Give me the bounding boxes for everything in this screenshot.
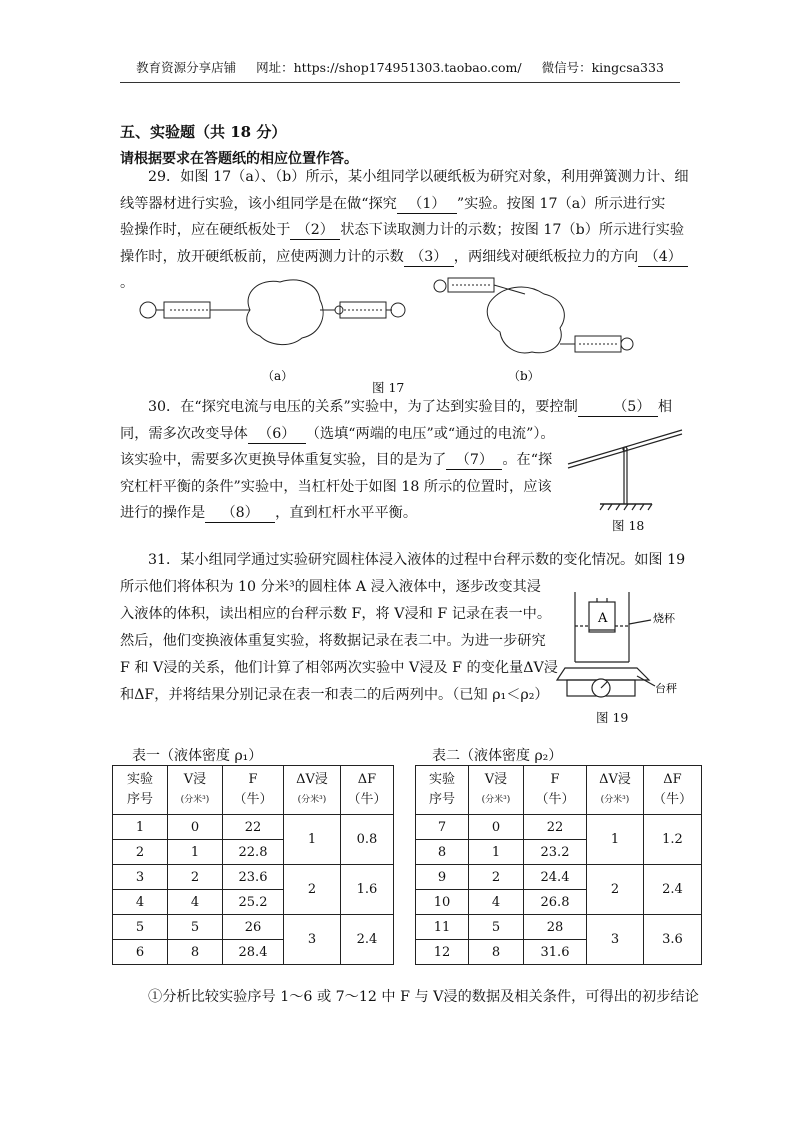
t2-header-0: 实验 序号 <box>416 766 469 815</box>
shop-url: 网址：https://shop174951303.taobao.com/ <box>256 60 522 75</box>
q30-line4: 究杠杆平衡的条件”实验中，当杠杆处于如图 18 所示的位置时，应该 <box>120 478 552 495</box>
table-row: 2 1 22.8 <box>113 840 394 865</box>
q31-line5: F 和 V浸的关系，他们计算了相邻两次实验中 V浸及 F 的变化量ΔV浸 <box>120 660 558 676</box>
beaker-label: 烧杯 <box>653 612 675 625</box>
table1-title: 表一（液体密度 ρ₁） <box>132 748 263 764</box>
table-row: 7 0 22 1 1.2 <box>416 815 702 840</box>
q31-line1: 31．某小组同学通过实验研究圆柱体浸入液体的过程中台秤示数的变化情况。如图 19 <box>148 552 686 568</box>
table-row: 3 2 23.6 2 1.6 <box>113 865 394 890</box>
table-1 <box>112 765 394 965</box>
t2-header-3: ΔV浸 (分米³) <box>587 766 644 815</box>
q30-line5: 进行的操作是 （8） ，直到杠杆水平平衡。 <box>120 505 418 521</box>
wechat-id: 微信号：kingcsa333 <box>541 60 664 75</box>
q30-line2: 同，需多次改变导体 （6） （选填“两端的电压”或“通过的电流”）。 <box>120 425 555 442</box>
t1-header-2: F （牛） <box>223 766 284 815</box>
t2-header-2: F （牛） <box>524 766 587 815</box>
figure-17 <box>130 272 650 382</box>
q31-line6: 和ΔF，并将结果分别记录在表一和表二的后两列中。（已知 ρ₁＜ρ₂） <box>120 687 549 703</box>
fig19-caption: 图 19 <box>596 710 629 725</box>
t1-header-0: 实验 序号 <box>113 766 168 815</box>
figure-17b <box>434 278 633 353</box>
instruction: 请根据要求在答题纸的相应位置作答。 <box>120 151 358 167</box>
table-row: 4 4 25.2 <box>113 890 394 915</box>
q29-line2: 线等器材进行实验，该小组同学是在做“探究 （1） ”实验。按图 17（a）所示进行实 <box>120 195 666 212</box>
t1-header-3: ΔV浸 (分米³) <box>284 766 341 815</box>
blank-6: （6） <box>248 425 306 444</box>
table-row: 5 5 26 3 2.4 <box>113 915 394 940</box>
table-row: 6 8 28.4 <box>113 940 394 965</box>
q30-line1: 30．在“探究电流与电压的关系”实验中，为了达到实验目的，要控制 （5） 相 <box>148 399 673 415</box>
blank-8: （8） <box>205 504 275 523</box>
t2-header-4: ΔF （牛） <box>644 766 702 815</box>
fig17b-label: （b） <box>508 369 540 382</box>
t2-header-1: V浸 (分米³) <box>469 766 524 815</box>
table-2 <box>415 765 702 965</box>
table-row: 11 5 28 3 3.6 <box>416 915 702 940</box>
t1-header-4: ΔF （牛） <box>341 766 394 815</box>
figure-18 <box>560 420 690 512</box>
table-row: 10 4 26.8 <box>416 890 702 915</box>
figure-17a <box>140 280 405 345</box>
blank-2: （2） <box>290 221 340 240</box>
fig17-caption: 图 17 <box>372 380 405 395</box>
q29-line3: 验操作时，应在硬纸板处于 （2） 状态下读取测力计的示数；按图 17（b）所示进行实验 <box>120 222 685 238</box>
blank-5: （5） <box>578 398 658 417</box>
blank-3: （3） <box>404 248 454 267</box>
q29-line1: 29．如图 17（a）、（b）所示，某小组同学以硬纸板为研究对象，利用弹簧测力计、细 <box>148 169 689 185</box>
q31-line3: 入液体的体积，读出相应的台秤示数 F，将 V浸和 F 记录在表一中。 <box>120 606 552 622</box>
q30-line3: 该实验中，需要多次更换导体重复实验，目的是为了 （7） 。在“探 <box>120 452 553 468</box>
blank-4: （4） <box>638 248 688 267</box>
q31-line4: 然后，他们变换液体重复实验，将数据记录在表二中。为进一步研究 <box>120 633 546 649</box>
fig18-caption: 图 18 <box>612 518 645 533</box>
scale-label: 台秤 <box>655 682 677 695</box>
q31-final-line: ①分析比较实验序号 1～6 或 7～12 中 F 与 V浸的数据及相关条件，可得出的初步结论 <box>148 989 699 1005</box>
blank-1: （1） <box>397 195 457 214</box>
q31-line2: 所示他们将体积为 10 分米³的圆柱体 A 浸入液体中，逐步改变其浸 <box>120 579 541 595</box>
table-row: 1 0 22 1 0.8 <box>113 815 394 840</box>
section-title: 五、实验题（共 18 分） <box>120 123 287 141</box>
page-header <box>120 58 680 83</box>
table-row: 9 2 24.4 2 2.4 <box>416 865 702 890</box>
table-row: 12 8 31.6 <box>416 940 702 965</box>
fig17a-label: （a） <box>262 369 294 382</box>
shop-name: 教育资源分享店铺 <box>136 60 237 75</box>
table2-title: 表二（液体密度 ρ₂） <box>432 748 563 764</box>
table-row: 8 1 23.2 <box>416 840 702 865</box>
block-a-label: A <box>598 611 608 626</box>
t1-header-1: V浸 (分米³) <box>168 766 223 815</box>
figure-19 <box>555 584 685 706</box>
blank-7: （7） <box>446 451 502 470</box>
q29-line4: 操作时，放开硬纸板前，应使两测力计的示数 （3） ，两细线对硬纸板拉力的方向 （4）。 <box>120 244 690 297</box>
